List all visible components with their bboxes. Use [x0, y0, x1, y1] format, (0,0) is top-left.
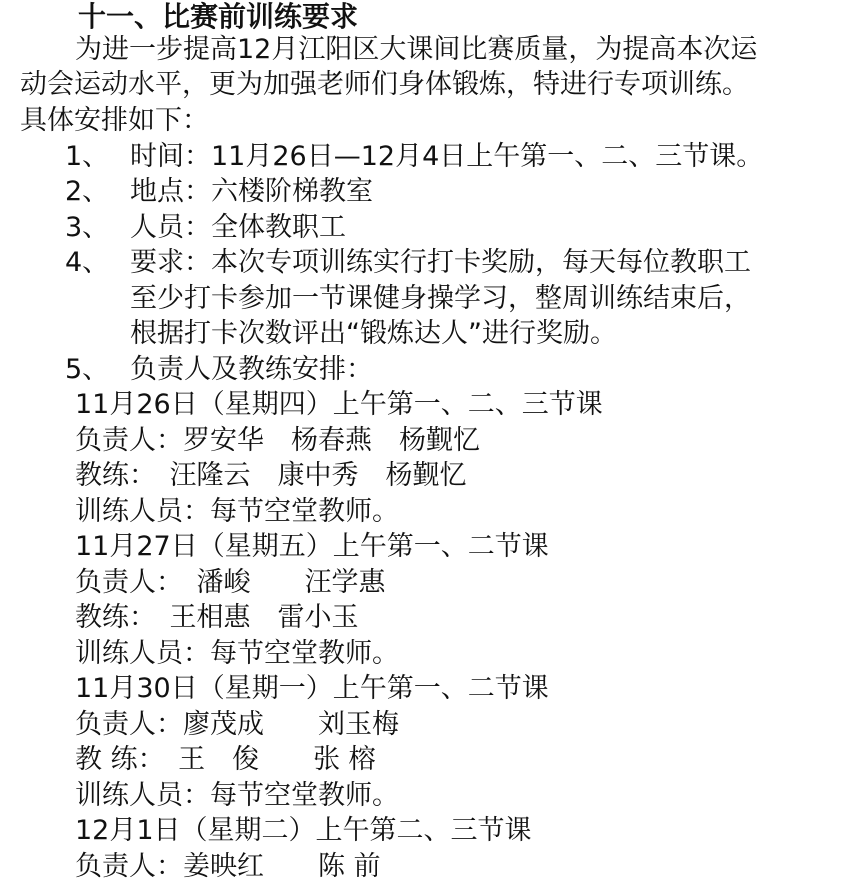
- schedule-date: 12月1日（星期二）上午第二、三节课: [75, 815, 532, 846]
- schedule-line: 教 练： 王 俊 张 榕: [75, 744, 376, 775]
- schedule-line: 负责人： 潘峻 汪学惠: [75, 567, 386, 598]
- list-item-text: 时间：11月26日—12月4日上午第一、二、三节课。: [130, 141, 764, 172]
- schedule-line: 负责人：姜映红 陈 前: [75, 851, 381, 882]
- schedule-line: 训练人员：每节空堂教师。: [75, 638, 399, 669]
- schedule-line: 负责人：廖茂成 刘玉梅: [75, 709, 399, 740]
- schedule-line: 教练： 王相惠 雷小玉: [75, 602, 359, 633]
- intro-line: 为进一步提高12月江阳区大课间比赛质量，为提高本次运: [75, 34, 758, 65]
- schedule-date: 11月26日（星期四）上午第一、二、三节课: [75, 389, 603, 420]
- schedule-line: 训练人员：每节空堂教师。: [75, 496, 399, 527]
- schedule-date: 11月27日（星期五）上午第一、二节课: [75, 531, 549, 562]
- section-title: 十一、比赛前训练要求: [78, 0, 359, 33]
- list-number: 1、: [65, 141, 110, 172]
- list-item-text: 地点：六楼阶梯教室: [130, 176, 373, 207]
- list-item-text: 人员：全体教职工: [130, 212, 346, 243]
- list-item-text: 要求：本次专项训练实行打卡奖励，每天每位教职工: [130, 247, 751, 278]
- list-item-text: 根据打卡次数评出“锻炼达人”进行奖励。: [130, 318, 617, 349]
- schedule-line: 负责人：罗安华 杨春燕 杨觐忆: [75, 425, 480, 456]
- list-number: 5、: [65, 354, 110, 385]
- intro-line: 具体安排如下：: [20, 105, 209, 136]
- schedule-line: 训练人员：每节空堂教师。: [75, 780, 399, 811]
- list-number: 4、: [65, 247, 110, 278]
- list-item-text: 负责人及教练安排：: [130, 354, 373, 385]
- schedule-date: 11月30日（星期一）上午第一、二节课: [75, 673, 549, 704]
- list-item-text: 至少打卡参加一节课健身操学习，整周训练结束后，: [130, 283, 751, 314]
- intro-line: 动会运动水平，更为加强老师们身体锻炼，特进行专项训练。: [20, 69, 749, 100]
- schedule-line: 教练： 汪隆云 康中秀 杨觐忆: [75, 460, 467, 491]
- list-number: 2、: [65, 176, 110, 207]
- list-number: 3、: [65, 212, 110, 243]
